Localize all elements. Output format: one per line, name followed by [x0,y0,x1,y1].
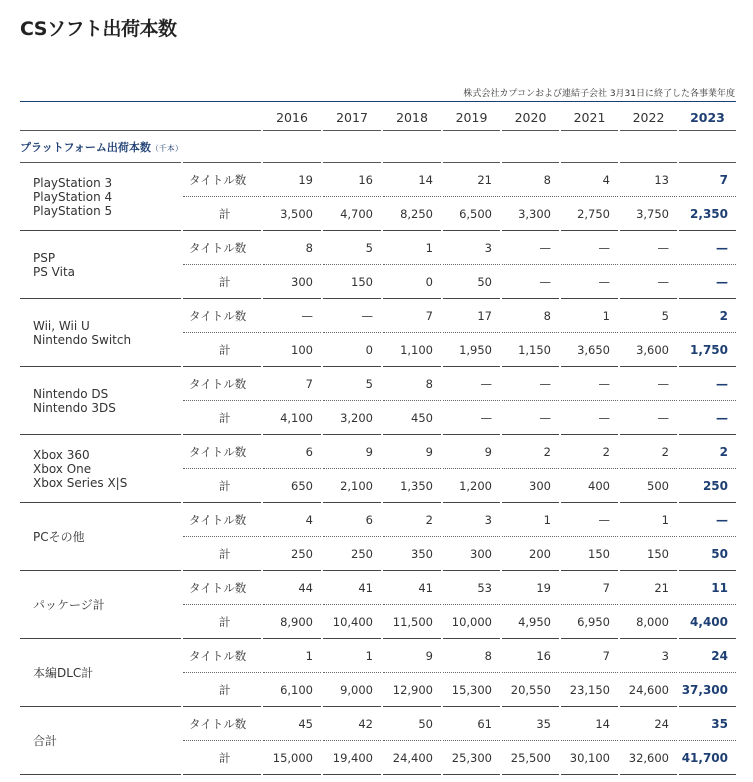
total-cell: 50 [678,537,736,571]
titles-cell: 9 [442,435,501,469]
total-cell: 25,500 [501,741,560,775]
total-cell: 6,500 [442,197,501,231]
platform-name [20,571,182,639]
titles-cell: — [678,367,736,401]
row-label-titles: タイトル数 [182,707,262,741]
total-cell: 450 [382,401,442,435]
total-cell: 4,700 [322,197,382,231]
total-cell: 12,900 [382,673,442,707]
total-cell: 10,000 [442,605,501,639]
shipments-table [20,102,736,775]
titles-cell: 8 [501,163,560,197]
titles-cell: 1 [382,231,442,265]
titles-cell: — [322,299,382,333]
platform-line: Xbox Series X|S [33,475,128,490]
total-cell: 8,250 [382,197,442,231]
table-row-titles [20,367,736,401]
titles-cell: — [619,367,678,401]
total-cell: 100 [262,333,322,367]
table-row-titles [20,299,736,333]
row-label-titles: タイトル数 [182,163,262,197]
titles-cell: 42 [322,707,382,741]
total-cell: 250 [322,537,382,571]
titles-cell: 1 [560,299,619,333]
total-cell: 32,600 [619,741,678,775]
total-cell: 150 [560,537,619,571]
titles-cell: 13 [619,163,678,197]
titles-cell: 7 [678,163,736,197]
row-label-titles: タイトル数 [182,299,262,333]
year-header: 2021 [560,102,619,131]
row-label-total: 計 [182,537,262,571]
titles-cell: 35 [501,707,560,741]
row-label-total: 計 [182,673,262,707]
titles-cell: — [501,231,560,265]
platform-line: パッケージ計 [33,597,105,612]
platform-line: PlayStation 5 [33,203,113,218]
section-title: プラットフォーム出荷本数 [20,140,151,154]
total-cell: 3,500 [262,197,322,231]
titles-cell: — [678,503,736,537]
total-cell: 24,600 [619,673,678,707]
titles-cell: 45 [262,707,322,741]
total-cell: 0 [322,333,382,367]
total-cell: 150 [322,265,382,299]
total-cell: 2,100 [322,469,382,503]
total-cell: 3,300 [501,197,560,231]
titles-cell: 9 [382,435,442,469]
year-header: 2016 [262,102,322,131]
row-label-total: 計 [182,401,262,435]
platform-line: 本編DLC計 [33,665,94,680]
platform-line: Nintendo Switch [33,332,132,347]
titles-cell: 9 [322,435,382,469]
header-blank [20,102,182,131]
total-cell: — [678,401,736,435]
year-header: 2017 [322,102,382,131]
platform-line: PCその他 [33,529,85,544]
titles-cell: 8 [382,367,442,401]
total-cell: 6,100 [262,673,322,707]
total-cell: 9,000 [322,673,382,707]
table-row-titles [20,571,736,605]
titles-cell: 6 [322,503,382,537]
total-cell: 200 [501,537,560,571]
platform-name [20,299,182,367]
table-row-titles [20,231,736,265]
section-unit: （千本） [150,143,183,153]
table-row-titles [20,503,736,537]
table-row-titles [20,639,736,673]
row-label-total: 計 [182,197,262,231]
total-cell: 1,200 [442,469,501,503]
total-cell: — [501,265,560,299]
total-cell: 300 [262,265,322,299]
row-label-titles: タイトル数 [182,639,262,673]
titles-cell: — [560,503,619,537]
row-label-titles: タイトル数 [182,571,262,605]
total-cell: 650 [262,469,322,503]
titles-cell: — [442,367,501,401]
year-header-latest: 2023 [678,102,736,131]
titles-cell: 7 [560,639,619,673]
titles-cell: 50 [382,707,442,741]
table-row-titles [20,435,736,469]
year-header: 2022 [619,102,678,131]
row-label-total: 計 [182,741,262,775]
titles-cell: 11 [678,571,736,605]
row-label-total: 計 [182,333,262,367]
titles-cell: — [560,367,619,401]
titles-cell: 21 [619,571,678,605]
platform-line: Nintendo 3DS [33,400,116,415]
total-cell: 3,200 [322,401,382,435]
titles-cell: 16 [322,163,382,197]
total-cell: 4,950 [501,605,560,639]
platform-line: Wii, Wii U [33,318,90,333]
titles-cell: 7 [262,367,322,401]
total-cell: — [442,401,501,435]
total-cell: 3,600 [619,333,678,367]
total-cell: — [560,265,619,299]
total-cell: 15,300 [442,673,501,707]
total-cell: 11,500 [382,605,442,639]
titles-cell: 16 [501,639,560,673]
titles-cell: 1 [262,639,322,673]
titles-cell: 41 [382,571,442,605]
titles-cell: 7 [382,299,442,333]
row-label-titles: タイトル数 [182,231,262,265]
platform-line: Xbox One [33,461,92,476]
titles-cell: 2 [560,435,619,469]
total-cell: 400 [560,469,619,503]
total-cell: 0 [382,265,442,299]
total-cell: 50 [442,265,501,299]
total-cell: 41,700 [678,741,736,775]
titles-cell: — [678,231,736,265]
platform-name [20,163,182,231]
titles-cell: — [501,367,560,401]
platform-name [20,503,182,571]
total-cell: 37,300 [678,673,736,707]
total-cell: 24,400 [382,741,442,775]
total-cell: 20,550 [501,673,560,707]
platform-line: Xbox 360 [33,447,90,462]
total-cell: — [560,401,619,435]
titles-cell: — [560,231,619,265]
titles-cell: 53 [442,571,501,605]
titles-cell: 1 [322,639,382,673]
row-label-titles: タイトル数 [182,503,262,537]
titles-cell: 14 [382,163,442,197]
total-cell: 3,750 [619,197,678,231]
platform-line: PS Vita [33,264,76,279]
titles-cell: — [619,231,678,265]
total-cell: 1,350 [382,469,442,503]
titles-cell: 41 [322,571,382,605]
table-note: 株式会社カプコンおよび連結子会社 3月31日に終了した各事業年度 [463,89,735,99]
titles-cell: 4 [560,163,619,197]
total-cell: 10,400 [322,605,382,639]
section-label [20,131,736,163]
total-cell: 30,100 [560,741,619,775]
titles-cell: 5 [322,231,382,265]
titles-cell: 8 [501,299,560,333]
total-cell: 23,150 [560,673,619,707]
row-label-titles: タイトル数 [182,435,262,469]
row-label-total: 計 [182,265,262,299]
titles-cell: 19 [501,571,560,605]
titles-cell: 1 [619,503,678,537]
titles-cell: 2 [382,503,442,537]
total-cell: 4,100 [262,401,322,435]
platform-name [20,639,182,707]
table-row-titles [20,707,736,741]
titles-cell: 3 [619,639,678,673]
total-cell: 1,750 [678,333,736,367]
page-title: CSソフト出荷本数 [20,18,177,40]
titles-cell: 14 [560,707,619,741]
total-cell: 350 [382,537,442,571]
year-header: 2019 [442,102,501,131]
platform-line: PSP [33,250,56,265]
titles-cell: 19 [262,163,322,197]
total-cell: 25,300 [442,741,501,775]
platform-name [20,707,182,775]
titles-cell: 35 [678,707,736,741]
titles-cell: 21 [442,163,501,197]
platform-name [20,231,182,299]
titles-cell: 4 [262,503,322,537]
section-header-row [20,131,736,163]
total-cell: 4,400 [678,605,736,639]
platform-line: PlayStation 4 [33,189,113,204]
titles-cell: 17 [442,299,501,333]
header-blank [182,102,262,131]
row-label-total: 計 [182,469,262,503]
total-cell: — [678,265,736,299]
platform-line: Nintendo DS [33,386,109,401]
titles-cell: 9 [382,639,442,673]
total-cell: 300 [501,469,560,503]
titles-cell: 2 [501,435,560,469]
total-cell: 1,100 [382,333,442,367]
titles-cell: 3 [442,231,501,265]
platform-line: 合計 [33,733,58,748]
titles-cell: 1 [501,503,560,537]
titles-cell: 6 [262,435,322,469]
titles-cell: — [262,299,322,333]
platform-name [20,435,182,503]
titles-cell: 8 [442,639,501,673]
total-cell: — [501,401,560,435]
titles-cell: 5 [619,299,678,333]
total-cell: 6,950 [560,605,619,639]
total-cell: — [619,265,678,299]
titles-cell: 3 [442,503,501,537]
total-cell: 2,350 [678,197,736,231]
row-label-total: 計 [182,605,262,639]
total-cell: 1,150 [501,333,560,367]
total-cell: 8,000 [619,605,678,639]
platform-name [20,367,182,435]
total-cell: 500 [619,469,678,503]
titles-cell: 2 [678,299,736,333]
titles-cell: 24 [678,639,736,673]
row-label-titles: タイトル数 [182,367,262,401]
year-header: 2018 [382,102,442,131]
total-cell: 19,400 [322,741,382,775]
total-cell: 150 [619,537,678,571]
total-cell: 2,750 [560,197,619,231]
platform-line: PlayStation 3 [33,175,113,190]
total-cell: 1,950 [442,333,501,367]
total-cell: 8,900 [262,605,322,639]
titles-cell: 8 [262,231,322,265]
total-cell: 3,650 [560,333,619,367]
total-cell: 300 [442,537,501,571]
total-cell: 250 [678,469,736,503]
total-cell: 15,000 [262,741,322,775]
year-header: 2020 [501,102,560,131]
total-cell: 250 [262,537,322,571]
titles-cell: 44 [262,571,322,605]
table-row-titles [20,163,736,197]
titles-cell: 2 [678,435,736,469]
titles-cell: 61 [442,707,501,741]
titles-cell: 2 [619,435,678,469]
titles-cell: 24 [619,707,678,741]
year-header-row [20,102,736,131]
titles-cell: 7 [560,571,619,605]
titles-cell: 5 [322,367,382,401]
total-cell: — [619,401,678,435]
